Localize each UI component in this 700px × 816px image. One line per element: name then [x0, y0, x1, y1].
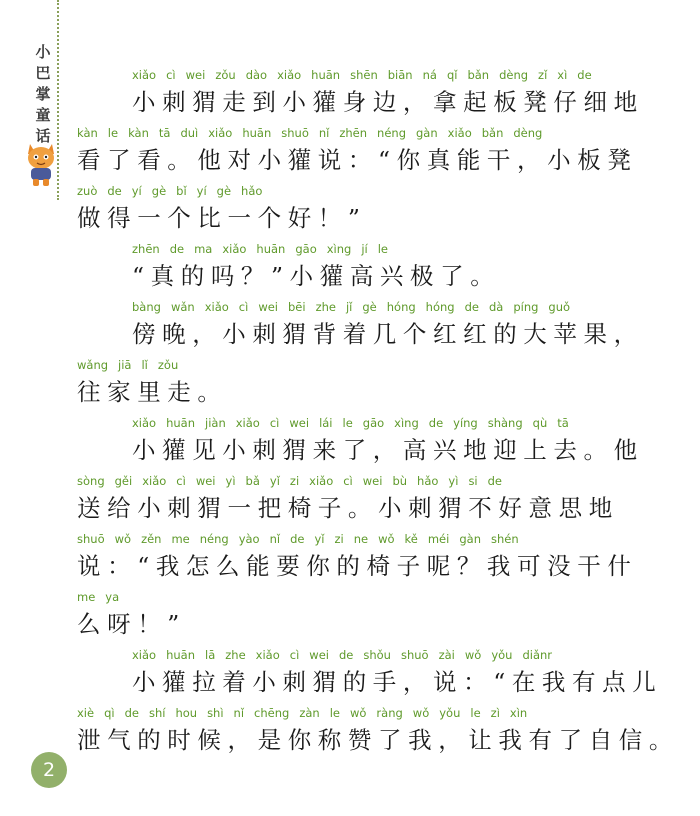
- pinyin-syllable: shǒu: [363, 648, 391, 662]
- pinyin-syllable: dào: [245, 68, 268, 82]
- hanzi-row: 么呀！”: [77, 610, 186, 638]
- pinyin-syllable: nǐ: [233, 706, 245, 720]
- pinyin-syllable: de: [464, 300, 479, 314]
- pinyin-syllable: yǐ: [269, 474, 280, 488]
- pinyin-syllable: dèng: [499, 68, 529, 82]
- text-line: [77, 122, 637, 180]
- pinyin-syllable: méi: [427, 532, 450, 546]
- pinyin-syllable: hou: [175, 706, 198, 720]
- pinyin-syllable: yào: [238, 532, 260, 546]
- pinyin-row: [77, 644, 637, 662]
- pinyin-syllable: xì: [557, 68, 568, 82]
- pinyin-syllable: duì: [180, 126, 199, 140]
- pinyin-syllable: biān: [387, 68, 413, 82]
- pinyin-syllable: shí: [148, 706, 166, 720]
- pinyin-syllable: néng: [377, 126, 406, 140]
- pinyin-row: [77, 528, 637, 546]
- hanzi-row: 送给小刺猬一把椅子。小刺猬不好意思地: [77, 494, 619, 522]
- pinyin-row: [77, 238, 637, 256]
- pinyin-syllable: yì: [225, 474, 236, 488]
- pinyin-syllable: zhēn: [339, 126, 368, 140]
- pinyin-syllable: hóng: [386, 300, 416, 314]
- pinyin-syllable: xiǎo: [235, 416, 260, 430]
- pinyin-syllable: zhēn: [132, 242, 160, 256]
- pinyin-syllable: wei: [289, 416, 310, 430]
- pinyin-syllable: wei: [309, 648, 329, 662]
- pinyin-syllable: zi: [289, 474, 300, 488]
- pinyin-syllable: wei: [195, 474, 216, 488]
- pinyin-syllable: zài: [438, 648, 455, 662]
- pinyin-syllable: xiǎo: [132, 648, 157, 662]
- series-char: 掌: [35, 85, 51, 103]
- pinyin-row: [77, 180, 637, 198]
- hanzi-row: 做得一个比一个好！”: [77, 204, 367, 232]
- pinyin-syllable: huān: [166, 648, 196, 662]
- pinyin-syllable: zhe: [315, 300, 336, 314]
- pinyin-syllable: cì: [238, 300, 249, 314]
- pinyin-syllable: de: [487, 474, 502, 488]
- pinyin-syllable: gàn: [416, 126, 438, 140]
- pinyin-syllable: huān: [256, 242, 286, 256]
- pinyin-syllable: gè: [362, 300, 377, 314]
- pinyin-syllable: diǎnr: [522, 648, 553, 662]
- series-char: 童: [35, 106, 51, 124]
- cat-mascot-icon: [22, 140, 60, 188]
- pinyin-syllable: de: [428, 416, 444, 430]
- text-line: [77, 702, 679, 760]
- text-line: [77, 470, 637, 528]
- pinyin-syllable: kàn: [128, 126, 149, 140]
- pinyin-syllable: xiè: [77, 706, 95, 720]
- pinyin-syllable: zěn: [141, 532, 162, 546]
- pinyin-syllable: wǒ: [464, 648, 482, 662]
- pinyin-syllable: cì: [289, 648, 300, 662]
- pinyin-syllable: qì: [104, 706, 115, 720]
- pinyin-syllable: de: [107, 184, 122, 198]
- pinyin-syllable: wǒ: [412, 706, 430, 720]
- pinyin-row: [77, 586, 637, 604]
- pinyin-syllable: wǒ: [378, 532, 395, 546]
- book-series-title: [33, 42, 53, 147]
- pinyin-syllable: wei: [362, 474, 383, 488]
- pinyin-syllable: shuō: [77, 532, 105, 546]
- pinyin-syllable: gěi: [114, 474, 133, 488]
- pinyin-syllable: zǐ: [538, 68, 548, 82]
- pinyin-syllable: xiǎo: [208, 126, 233, 140]
- pinyin-syllable: chēng: [254, 706, 290, 720]
- pinyin-syllable: bǎ: [245, 474, 260, 488]
- pinyin-syllable: le: [329, 706, 340, 720]
- pinyin-syllable: ma: [194, 242, 213, 256]
- pinyin-syllable: huān: [311, 68, 341, 82]
- pinyin-syllable: gāo: [362, 416, 385, 430]
- hanzi-row: 往家里走。: [77, 378, 228, 406]
- pinyin-syllable: de: [338, 648, 354, 662]
- pinyin-syllable: ràng: [376, 706, 403, 720]
- pinyin-syllable: shuō: [281, 126, 309, 140]
- pinyin-syllable: nǐ: [318, 126, 330, 140]
- text-line: [77, 412, 644, 470]
- text-line: [77, 528, 637, 586]
- pinyin-syllable: ne: [353, 532, 369, 546]
- pinyin-syllable: tā: [557, 416, 569, 430]
- pinyin-syllable: xiǎo: [204, 300, 229, 314]
- pinyin-row: [77, 296, 637, 314]
- series-char: 话: [35, 127, 51, 145]
- pinyin-syllable: yǐ: [314, 532, 325, 546]
- pinyin-syllable: nǐ: [269, 532, 281, 546]
- text-line: [77, 238, 637, 296]
- pinyin-syllable: jiā: [118, 358, 132, 372]
- pinyin-syllable: huān: [166, 416, 196, 430]
- pinyin-syllable: bǎn: [481, 126, 504, 140]
- text-line: [77, 354, 637, 412]
- pinyin-syllable: de: [577, 68, 592, 82]
- pinyin-syllable: shì: [207, 706, 224, 720]
- pinyin-syllable: zǒu: [157, 358, 179, 372]
- pinyin-syllable: kàn: [77, 126, 98, 140]
- pinyin-syllable: wei: [258, 300, 278, 314]
- pinyin-syllable: néng: [199, 532, 229, 546]
- hanzi-row: 看了看。他对小獾说：“你真能干，小板凳: [77, 146, 638, 174]
- pinyin-syllable: zi: [334, 532, 344, 546]
- pinyin-syllable: cì: [343, 474, 353, 488]
- pinyin-syllable: gàn: [459, 532, 481, 546]
- pinyin-syllable: xìng: [394, 416, 419, 430]
- pinyin-syllable: gè: [151, 184, 167, 198]
- pinyin-syllable: jǐ: [345, 300, 353, 314]
- text-line: [77, 296, 644, 354]
- pinyin-syllable: hóng: [425, 300, 455, 314]
- pinyin-syllable: jiàn: [205, 416, 226, 430]
- pinyin-syllable: xiǎo: [255, 648, 280, 662]
- pinyin-syllable: shēn: [350, 68, 378, 82]
- text-line: [77, 64, 644, 122]
- pinyin-syllable: xìng: [326, 242, 352, 256]
- pinyin-syllable: le: [342, 416, 353, 430]
- pinyin-syllable: bēi: [288, 300, 306, 314]
- pinyin-row: [77, 354, 637, 372]
- hanzi-row: 傍晚，小刺猬背着几个红红的大苹果，: [132, 320, 644, 348]
- pinyin-syllable: jí: [361, 242, 368, 256]
- pinyin-row: [77, 470, 637, 488]
- pinyin-syllable: yí: [131, 184, 142, 198]
- pinyin-syllable: yǒu: [491, 648, 513, 662]
- pinyin-syllable: xiǎo: [309, 474, 334, 488]
- pinyin-syllable: sòng: [77, 474, 105, 488]
- pinyin-syllable: zǒu: [215, 68, 236, 82]
- pinyin-syllable: lái: [319, 416, 333, 430]
- pinyin-row: [77, 412, 637, 430]
- pinyin-syllable: xiǎo: [142, 474, 167, 488]
- pinyin-syllable: zàn: [299, 706, 320, 720]
- hanzi-row: 小獾见小刺猬来了，高兴地迎上去。他: [132, 436, 644, 464]
- pinyin-syllable: shén: [490, 532, 519, 546]
- pinyin-syllable: xiǎo: [277, 68, 302, 82]
- page-number-badge: 2: [31, 752, 67, 788]
- pinyin-syllable: wei: [185, 68, 206, 82]
- text-line: [77, 180, 637, 238]
- pinyin-syllable: wǒ: [349, 706, 367, 720]
- pinyin-syllable: zhe: [225, 648, 246, 662]
- pinyin-syllable: wǎn: [170, 300, 195, 314]
- pinyin-syllable: qǐ: [446, 68, 458, 82]
- pinyin-syllable: kě: [404, 532, 418, 546]
- pinyin-syllable: bù: [392, 474, 408, 488]
- pinyin-syllable: zì: [490, 706, 500, 720]
- pinyin-syllable: tā: [158, 126, 171, 140]
- text-line: [77, 644, 663, 702]
- pinyin-syllable: yíng: [453, 416, 478, 430]
- pinyin-syllable: bǎn: [467, 68, 490, 82]
- pinyin-syllable: xiǎo: [132, 416, 157, 430]
- pinyin-syllable: cì: [269, 416, 280, 430]
- story-text: [77, 64, 679, 760]
- pinyin-syllable: de: [169, 242, 185, 256]
- pinyin-syllable: le: [470, 706, 481, 720]
- pinyin-syllable: le: [107, 126, 119, 140]
- pinyin-syllable: xìn: [509, 706, 528, 720]
- pinyin-syllable: píng: [513, 300, 539, 314]
- pinyin-syllable: me: [171, 532, 190, 546]
- pinyin-syllable: xiǎo: [222, 242, 247, 256]
- pinyin-syllable: yǒu: [439, 706, 461, 720]
- pinyin-row: [77, 64, 637, 82]
- pinyin-syllable: wǒ: [114, 532, 132, 546]
- pinyin-syllable: dèng: [513, 126, 543, 140]
- pinyin-syllable: huān: [242, 126, 272, 140]
- pinyin-syllable: yí: [196, 184, 207, 198]
- pinyin-syllable: xiǎo: [132, 68, 157, 82]
- pinyin-syllable: shàng: [487, 416, 523, 430]
- pinyin-syllable: hǎo: [417, 474, 439, 488]
- pinyin-syllable: de: [124, 706, 139, 720]
- pinyin-syllable: hǎo: [241, 184, 263, 198]
- pinyin-syllable: wǎng: [77, 358, 109, 372]
- pinyin-syllable: lā: [205, 648, 216, 662]
- hanzi-row: 说：“我怎么能要你的椅子呢？我可没干什: [77, 552, 638, 580]
- pinyin-syllable: yì: [448, 474, 459, 488]
- pinyin-syllable: bàng: [132, 300, 161, 314]
- pinyin-row: [77, 702, 637, 720]
- pinyin-syllable: de: [290, 532, 305, 546]
- pinyin-syllable: bǐ: [176, 184, 187, 198]
- hanzi-row: 小刺猬走到小獾身边，拿起板凳仔细地: [132, 88, 644, 116]
- pinyin-syllable: me: [77, 590, 96, 604]
- pinyin-syllable: xiǎo: [447, 126, 472, 140]
- pinyin-syllable: shuō: [400, 648, 429, 662]
- pinyin-row: [77, 122, 637, 140]
- pinyin-syllable: le: [377, 242, 388, 256]
- hanzi-row: “真的吗？”小獾高兴极了。: [132, 262, 501, 290]
- text-line: [77, 586, 637, 644]
- pinyin-syllable: lǐ: [141, 358, 148, 372]
- pinyin-syllable: dà: [488, 300, 504, 314]
- pinyin-syllable: ya: [105, 590, 120, 604]
- pinyin-syllable: cì: [166, 68, 176, 82]
- pinyin-syllable: ná: [422, 68, 437, 82]
- pinyin-syllable: cì: [176, 474, 186, 488]
- hanzi-row: 小獾拉着小刺猬的手，说：“在我有点儿: [132, 668, 663, 696]
- pinyin-syllable: gāo: [295, 242, 317, 256]
- pinyin-syllable: gè: [216, 184, 232, 198]
- pinyin-syllable: si: [468, 474, 478, 488]
- series-char: 小: [35, 43, 51, 61]
- pinyin-syllable: guǒ: [548, 300, 571, 314]
- pinyin-syllable: qù: [532, 416, 548, 430]
- pinyin-syllable: zuò: [77, 184, 98, 198]
- hanzi-row: 泄气的时候，是你称赞了我，让我有了自信。: [77, 726, 679, 754]
- series-char: 巴: [35, 64, 51, 82]
